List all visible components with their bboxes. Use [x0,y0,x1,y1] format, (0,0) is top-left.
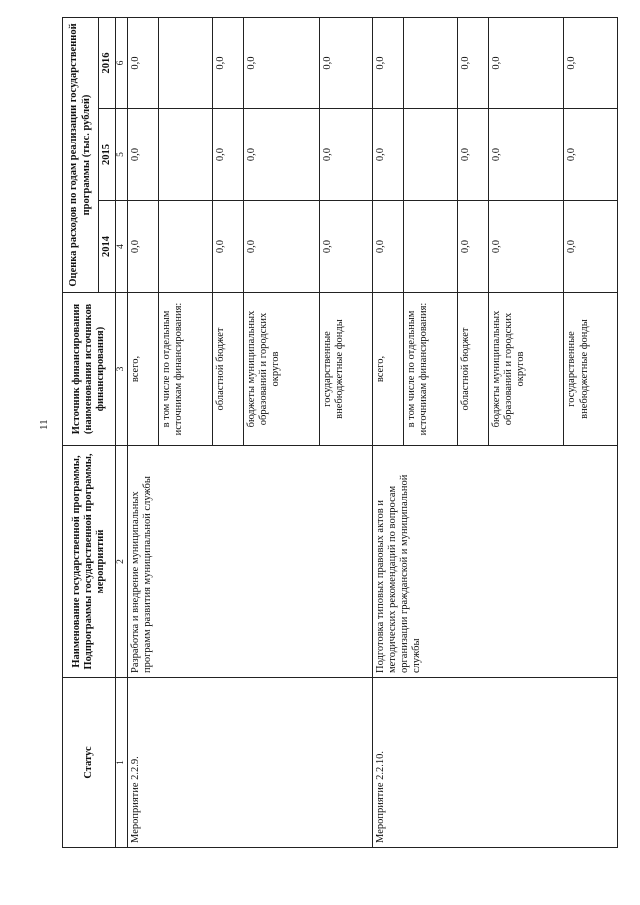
value-2014: 0,0 [319,201,372,293]
value-2015: 0,0 [212,109,243,201]
value-2016: 0,0 [488,18,564,109]
source-cell: областной бюджет [457,293,488,446]
value-2016: 0,0 [564,18,618,109]
header-year-2016: 2016 [99,18,116,109]
source-cell: бюджеты муниципальных образований и городских округов [244,293,320,446]
source-cell: в том числе по отдельным источникам финансирования: [404,293,457,446]
column-number: 5 [116,109,128,201]
header-year-2015: 2015 [99,109,116,201]
value-2016: 0,0 [372,18,403,109]
value-2014: 0,0 [457,201,488,293]
column-number: 4 [116,201,128,293]
value-2014: 0,0 [212,201,243,293]
value-2015 [159,109,212,201]
header-status: Статус [63,678,116,848]
source-cell: государственные внебюджетные фонды [564,293,618,446]
row-status: Мероприятие 2.2.10. [372,678,617,848]
value-2015 [404,109,457,201]
value-2014: 0,0 [244,201,320,293]
financing-table [62,17,618,848]
header-expenses: Оценка расходов по годам реализации государственной программы (тыс. рублей) [63,18,99,293]
source-cell: всего, [372,293,403,446]
value-2015: 0,0 [319,109,372,201]
header-year-2014: 2014 [99,201,116,293]
row-name: Разработка и внедрение муниципальных программ развития муниципальной службы [128,446,373,678]
table-row [128,18,159,848]
row-status: Мероприятие 2.2.9. [128,678,373,848]
value-2015: 0,0 [128,109,159,201]
rotated-table-wrapper [62,18,618,848]
header-source: Источник финансирования (наименования источников финансирования) [63,293,116,446]
value-2016: 0,0 [128,18,159,109]
value-2014 [404,201,457,293]
header-name: Наименование государственной программы, Подпрограммы государственной программы, мероприятий [63,446,116,678]
source-cell: государственные внебюджетные фонды [319,293,372,446]
value-2016 [159,18,212,109]
value-2014: 0,0 [372,201,403,293]
value-2016 [404,18,457,109]
value-2014: 0,0 [128,201,159,293]
value-2016: 0,0 [319,18,372,109]
column-number: 3 [116,293,128,446]
value-2015: 0,0 [488,109,564,201]
value-2016: 0,0 [212,18,243,109]
page-number: 11 [38,419,50,430]
value-2015: 0,0 [244,109,320,201]
table-row [372,18,403,848]
value-2015: 0,0 [564,109,618,201]
row-name: Подготовка типовых правовых актов и методических рекомендаций по вопросам организации гражданской и муниципальной службы [372,446,617,678]
value-2016: 0,0 [457,18,488,109]
column-number-row [116,18,128,848]
value-2015: 0,0 [372,109,403,201]
source-cell: всего, [128,293,159,446]
value-2015: 0,0 [457,109,488,201]
column-number: 6 [116,18,128,109]
value-2014: 0,0 [564,201,618,293]
value-2016: 0,0 [244,18,320,109]
column-number: 1 [116,678,128,848]
source-cell: в том числе по отдельным источникам финансирования: [159,293,212,446]
value-2014 [159,201,212,293]
source-cell: областной бюджет [212,293,243,446]
column-number: 2 [116,446,128,678]
value-2014: 0,0 [488,201,564,293]
source-cell: бюджеты муниципальных образований и городских округов [488,293,564,446]
